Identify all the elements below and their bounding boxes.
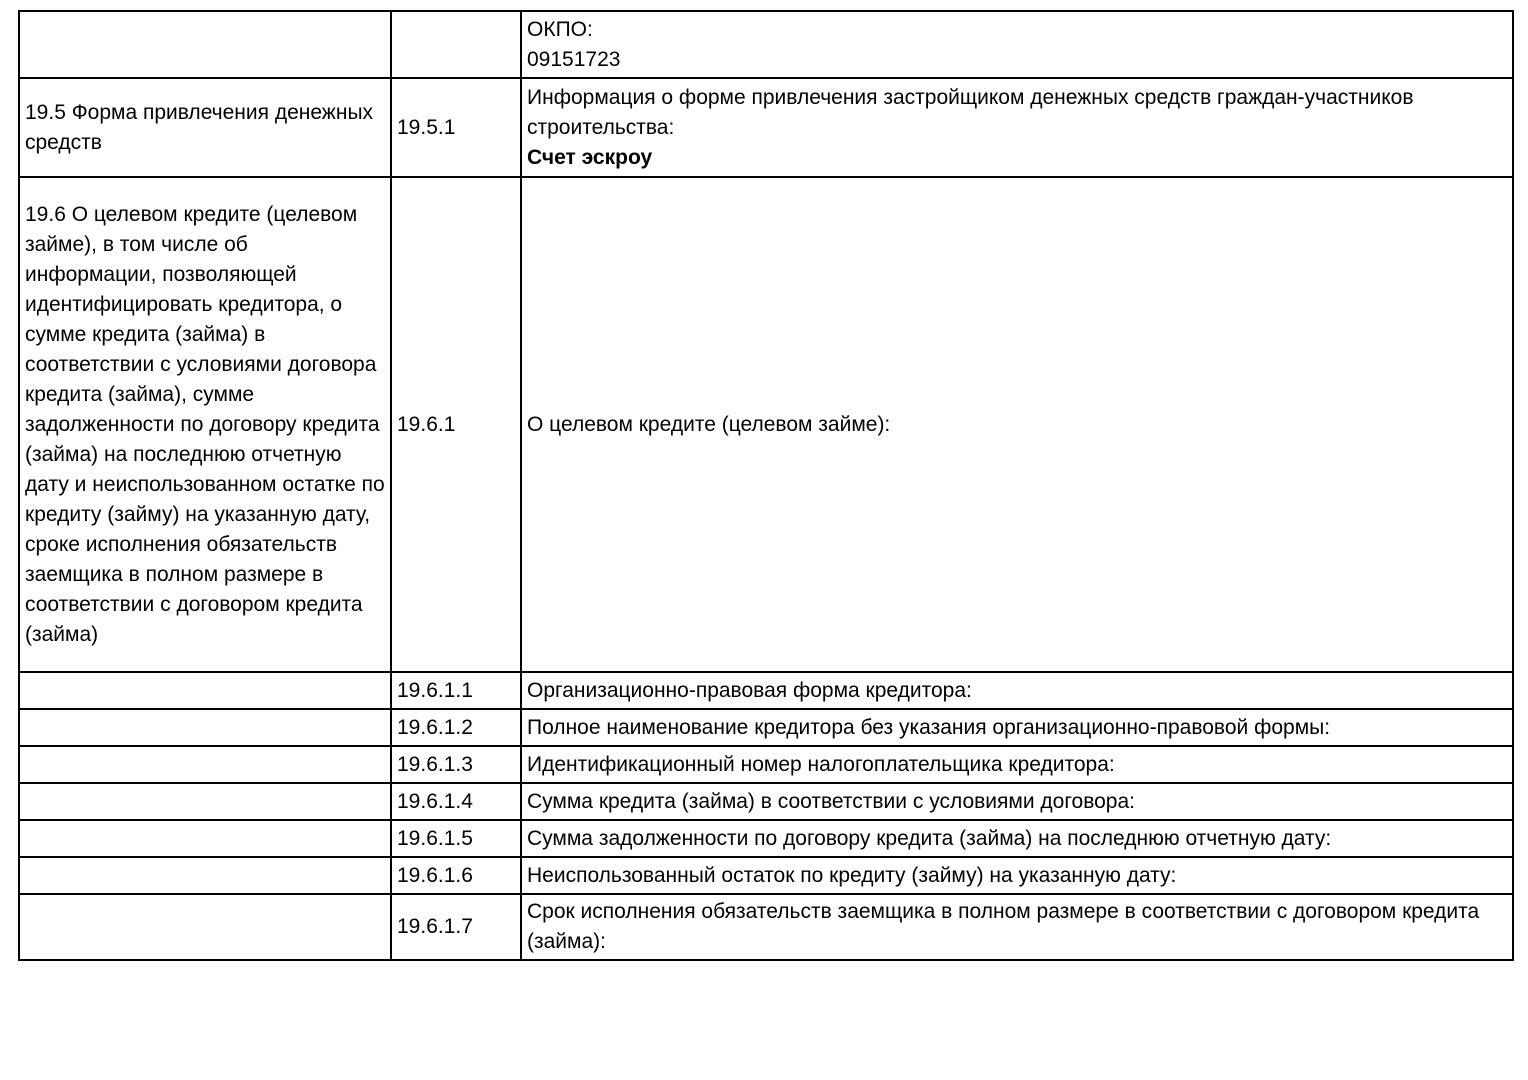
- code-cell: 19.6.1.6: [391, 857, 521, 894]
- description-cell: Идентификационный номер налогоплательщика кредитора:: [521, 746, 1513, 783]
- section-cell-empty: [19, 709, 391, 746]
- table-row-19-6-1-7: [19, 894, 1513, 960]
- table-row-19-6-1-5: [19, 820, 1513, 857]
- table-row-19-6-1-2: [19, 709, 1513, 746]
- section-cell-19-6: 19.6 О целевом кредите (целевом займе), в том числе об информации, позволяющей идентифицировать кредитора, о сумме кредита (займа) в соответствии с условиями договора кредита (займа), сумме задолженности по договору кредита (займа) на последнюю отчетную дату и неиспользованном остатке по кредиту (займу) на указанную дату, сроке исполнения обязательств заемщика в полном размере в соответствии с договором кредита (займа): [19, 177, 391, 672]
- code-cell: 19.6.1.3: [391, 746, 521, 783]
- code-cell-19-5-1: 19.5.1: [391, 78, 521, 177]
- section-cell-19-5: 19.5 Форма привлечения денежных средств: [19, 78, 391, 177]
- section-cell-empty: [19, 820, 391, 857]
- okpo-value: 09151723: [527, 47, 621, 71]
- description-cell: Неиспользованный остаток по кредиту (займу) на указанную дату:: [521, 857, 1513, 894]
- description-cell-19-5-1: [521, 78, 1513, 177]
- code-cell: 19.6.1.4: [391, 783, 521, 820]
- table-row-okpo: [19, 11, 1513, 78]
- description-cell: Полное наименование кредитора без указания организационно-правовой формы:: [521, 709, 1513, 746]
- description-cell-19-6-1: О целевом кредите (целевом займе):: [521, 177, 1513, 672]
- description-text: Информация о форме привлечения застройщиком денежных средств граждан-участников строительства:: [527, 85, 1414, 139]
- description-cell: Сумма задолженности по договору кредита (займа) на последнюю отчетную дату:: [521, 820, 1513, 857]
- description-cell: Сумма кредита (займа) в соответствии с условиями договора:: [521, 783, 1513, 820]
- section-cell-empty: [19, 894, 391, 960]
- description-cell: Срок исполнения обязательств заемщика в полном размере в соответствии с договором кредита (займа):: [521, 894, 1513, 960]
- code-cell: 19.6.1.1: [391, 672, 521, 709]
- section-cell-empty: [19, 857, 391, 894]
- section-cell-empty: [19, 672, 391, 709]
- table-row-19-6-1-1: [19, 672, 1513, 709]
- escrow-value: Счет эскроу: [527, 145, 653, 169]
- code-cell: 19.6.1.2: [391, 709, 521, 746]
- declaration-table: [18, 10, 1514, 961]
- description-cell: Организационно-правовая форма кредитора:: [521, 672, 1513, 709]
- code-cell: 19.6.1.5: [391, 820, 521, 857]
- table-row-19-6-1-4: [19, 783, 1513, 820]
- table-row-19-6-1-6: [19, 857, 1513, 894]
- code-cell: 19.6.1.7: [391, 894, 521, 960]
- code-cell-empty: [391, 11, 521, 78]
- okpo-label: ОКПО:: [527, 17, 593, 41]
- table-row-19-6: [19, 177, 1513, 672]
- section-cell-empty: [19, 11, 391, 78]
- section-cell-empty: [19, 783, 391, 820]
- okpo-cell: [521, 11, 1513, 78]
- code-cell-19-6-1: 19.6.1: [391, 177, 521, 672]
- table-row-19-6-1-3: [19, 746, 1513, 783]
- table-row-19-5: [19, 78, 1513, 177]
- section-cell-empty: [19, 746, 391, 783]
